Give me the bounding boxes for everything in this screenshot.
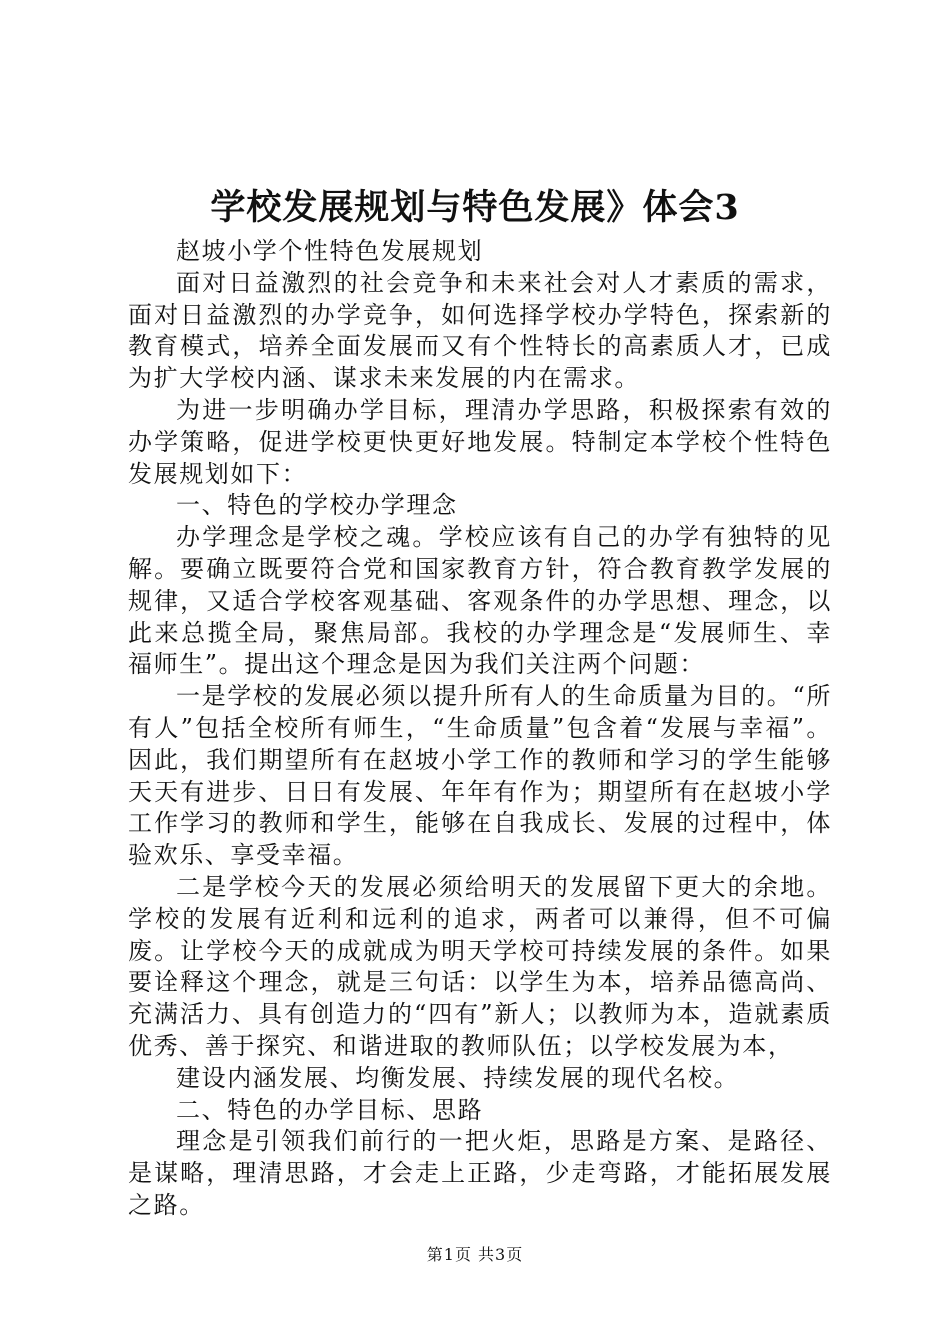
paragraph-modern-school: 建设内涵发展、均衡发展、持续发展的现代名校。 [176, 1063, 740, 1092]
section-heading-goals: 二、特色的办学目标、思路 [176, 1095, 484, 1124]
section-heading-philosophy: 一、特色的学校办学理念 [176, 491, 458, 520]
paragraph-goals: 理念是引领我们前行的一把火炬，思路是方案、是路径、是谋略，理清思路，才会走上正路，少走弯路，才能拓展发展之路。 [128, 1127, 832, 1219]
document-body [128, 236, 832, 1222]
section-heading-school-plan: 赵坡小学个性特色发展规划 [176, 237, 484, 265]
paragraph-intro: 面对日益激烈的社会竞争和未来社会对人才素质的需求，面对日益激烈的办学竞争，如何选择学校办学特色，探索新的教育模式，培养全面发展而又有个性特长的高素质人才，已成为扩大学校内涵、谋求未来发展的内在需求。 [128, 268, 832, 393]
paragraph-point-two: 二是学校今天的发展必须给明天的发展留下更大的余地。学校的发展有近利和远利的追求，两者可以兼得，但不可偏废。让学校今天的成就成为明天学校可持续发展的条件。如果要诠释这个理念，就是三句话：以学生为本，培养品德高尚、充满活力、具有创造力的“四有”新人；以教师为本，造就素质优秀、善于探究、和谐进取的教师队伍；以学校发展为本， [128, 872, 832, 1060]
paragraph-point-one: 一是学校的发展必须以提升所有人的生命质量为目的。“所有人”包括全校所有师生，“生命质量”包含着“发展与幸福”。因此，我们期望所有在赵坡小学工作的教师和学习的学生能够天天有进步、日日有发展、年年有作为；期望所有在赵坡小学工作学习的教师和学生，能够在自我成长、发展的过程中，体验欢乐、享受幸福。 [128, 682, 832, 870]
paragraph-philosophy: 办学理念是学校之魂。学校应该有自己的办学有独特的见解。要确立既要符合党和国家教育方针，符合教育教学发展的规律，又适合学校客观基础、客观条件的办学思想、理念，以此来总揽全局，聚焦局部。我校的办学理念是“发展师生、幸福师生”。提出这个理念是因为我们关注两个问题： [128, 523, 832, 679]
page-number: 第1页 共3页 [426, 1245, 524, 1264]
paragraph-purpose: 为进一步明确办学目标，理清办学思路，积极探索有效的办学策略，促进学校更快更好地发展。特制定本学校个性特色发展规划如下： [128, 395, 832, 488]
document-title: 学校发展规划与特色发展》体会3 [210, 187, 740, 228]
